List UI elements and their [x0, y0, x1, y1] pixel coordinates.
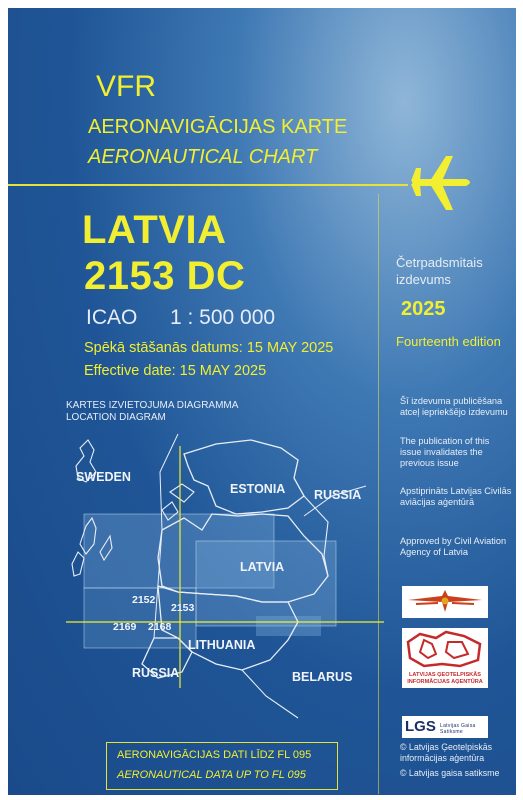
header-rule: [8, 184, 408, 186]
effective-date-en: Effective date: 15 MAY 2025: [84, 363, 267, 379]
copyright-lgia: © Latvijas Ģeotelpiskās informācijas aģentūra: [400, 742, 493, 763]
aeronautical-data-box: [106, 742, 338, 790]
chart-cover: [8, 8, 516, 795]
map-label-estonia: ESTONIA: [230, 482, 286, 496]
title-english: AERONAUTICAL CHART: [88, 146, 318, 168]
note-invalidates-en: The publication of this issue invalidates the previous issue: [400, 436, 490, 468]
data-limit-lv: AERONAVIGĀCIJAS DATI LĪDZ FL 095: [117, 749, 312, 761]
lgs-abbr: LGS: [405, 718, 436, 735]
map-label-lithuania: LITHUANIA: [188, 638, 256, 652]
chart-name: LATVIA: [82, 208, 227, 252]
copyright-lgs: © Latvijas gaisa satiksme: [400, 768, 500, 778]
caa-wings-icon: [402, 586, 488, 618]
diagram-title-en: LOCATION DIAGRAM: [66, 412, 166, 423]
edition-english: Fourteenth edition: [396, 334, 501, 349]
note-invalidates-lv: Šī izdevuma publicēšana atceļ iepriekšējo izdevumu: [400, 396, 508, 417]
lgs-name: Latvijas Gaisa Satiksme: [440, 723, 476, 735]
map-label-russia-east: RUSSIA: [314, 488, 362, 502]
airplane-icon: [408, 154, 474, 216]
sheet-2168: 2168: [148, 621, 172, 633]
caa-logo: [402, 586, 488, 618]
lgs-logo: [402, 716, 488, 738]
chart-sheet: 2153 DC: [84, 254, 246, 298]
lgia-logo-text: [404, 672, 486, 686]
map-label-latvia: LATVIA: [240, 560, 285, 574]
vfr-label: VFR: [96, 70, 156, 103]
lgia-logo: [402, 628, 488, 688]
chart-scale: 1 : 500 000: [170, 306, 276, 329]
note-approved-en: Approved by Civil Aviation Agency of Latvia: [400, 536, 507, 557]
title-latvian: AERONAVIGĀCIJAS KARTE: [88, 116, 348, 138]
note-approved-lv: Apstiprināts Latvijas Civilās aviācijas aģentūrā: [400, 486, 512, 507]
effective-date-lv: Spēkā stāšanās datums: 15 MAY 2025: [84, 340, 334, 356]
map-label-russia-kaliningrad: RUSSIA: [132, 666, 180, 680]
diagram-title-lv: KARTES IZVIETOJUMA DIAGRAMMA: [66, 400, 239, 411]
sheet-2153: 2153: [171, 602, 195, 614]
map-label-belarus: BELARUS: [292, 670, 353, 684]
data-limit-en: AERONAUTICAL DATA UP TO FL 095: [117, 769, 306, 781]
edition-year: 2025: [401, 298, 446, 320]
sheet-2152: 2152: [132, 594, 156, 606]
lgia-name: LATVIJAS ĢEOTELPISKĀS INFORMĀCIJAS AĢENTŪRA: [407, 672, 483, 685]
sheet-2169: 2169: [113, 621, 137, 633]
icao-label: ICAO: [86, 306, 138, 329]
edition-latvian: Četrpadsmitais izdevums: [396, 255, 483, 287]
lgia-map-icon: [402, 628, 488, 672]
map-label-sweden: SWEDEN: [76, 470, 131, 484]
